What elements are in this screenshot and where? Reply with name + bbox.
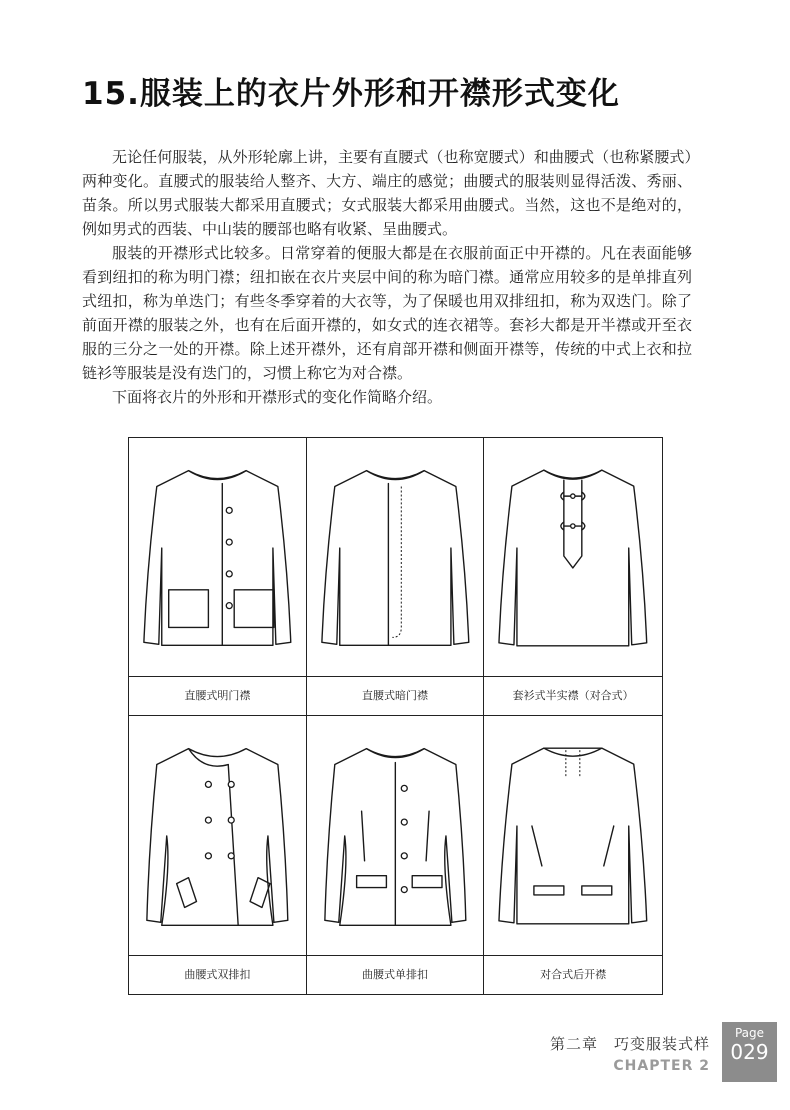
straight-concealed-placket-illustration bbox=[307, 438, 484, 678]
figure-cell-curved-single-breasted bbox=[307, 716, 485, 994]
figure-cell-pullover-half-placket bbox=[484, 438, 662, 716]
caption-back-opening: 对合式后开襟 bbox=[484, 955, 662, 994]
pullover-half-placket-illustration bbox=[484, 438, 662, 678]
page-label: Page bbox=[734, 1026, 765, 1040]
caption-straight-concealed-placket: 直腰式暗门襟 bbox=[307, 676, 484, 715]
caption-curved-single-breasted: 曲腰式单排扣 bbox=[307, 955, 484, 994]
page-number-box bbox=[722, 1022, 777, 1082]
garment-figure-grid bbox=[128, 437, 663, 995]
straight-visible-placket-illustration bbox=[129, 438, 306, 678]
curved-single-breasted-illustration bbox=[307, 716, 484, 956]
chapter-title-cn: 第二章 巧变服装式样 bbox=[549, 1035, 710, 1053]
figure-cell-straight-visible-placket bbox=[129, 438, 307, 716]
paragraph-3: 下面将衣片的外形和开襟形式的变化作简略介绍。 bbox=[112, 388, 443, 406]
body-text bbox=[82, 145, 692, 409]
paragraph-2: 服装的开襟形式比较多。日常穿着的便服大都是在衣服前面正中开襟的。凡在表面能够看到纽扣的称为明门襟；纽扣嵌在衣片夹层中间的称为暗门襟。通常应用较多的是单排直列式纽扣，称为单迭门；有些冬季穿着的大衣等，为了保暖也用双排纽扣，称为双迭门。除了前面开襟的服装之外，也有在后面开襟的，如女式的连衣裙等。套衫大都是开半襟或开至衣服的三分之一处的开襟。除上述开襟外，还有肩部开襟和侧面开襟等，传统的中式上衣和拉链衫等服装是没有迭门的，习惯上称它为对合襟。 bbox=[82, 244, 692, 382]
paragraph-1: 无论任何服装，从外形轮廓上讲，主要有直腰式（也称宽腰式）和曲腰式（也称紧腰式）两种变化。直腰式的服装给人整齐、大方、端庄的感觉；曲腰式的服装则显得活泼、秀丽、苗条。所以男式服装大都采用直腰式；女式服装大都采用曲腰式。当然，这也不是绝对的，例如男式的西装、中山装的腰部也略有收紧、呈曲腰式。 bbox=[82, 148, 692, 238]
chapter-footer bbox=[550, 1033, 710, 1074]
caption-straight-visible-placket: 直腰式明门襟 bbox=[129, 676, 306, 715]
page-number: 029 bbox=[730, 1040, 769, 1064]
page-title: 15.服装上的衣片外形和开襟形式变化 bbox=[82, 76, 620, 112]
figure-cell-straight-concealed-placket bbox=[307, 438, 485, 716]
caption-pullover-half-placket: 套衫式半实襟（对合式） bbox=[484, 676, 662, 715]
curved-double-breasted-illustration bbox=[129, 716, 306, 956]
caption-curved-double-breasted: 曲腰式双排扣 bbox=[129, 955, 306, 994]
back-opening-illustration bbox=[484, 716, 662, 956]
figure-cell-curved-double-breasted bbox=[129, 716, 307, 994]
figure-cell-back-opening bbox=[484, 716, 662, 994]
chapter-title-en: CHAPTER 2 bbox=[613, 1058, 710, 1074]
